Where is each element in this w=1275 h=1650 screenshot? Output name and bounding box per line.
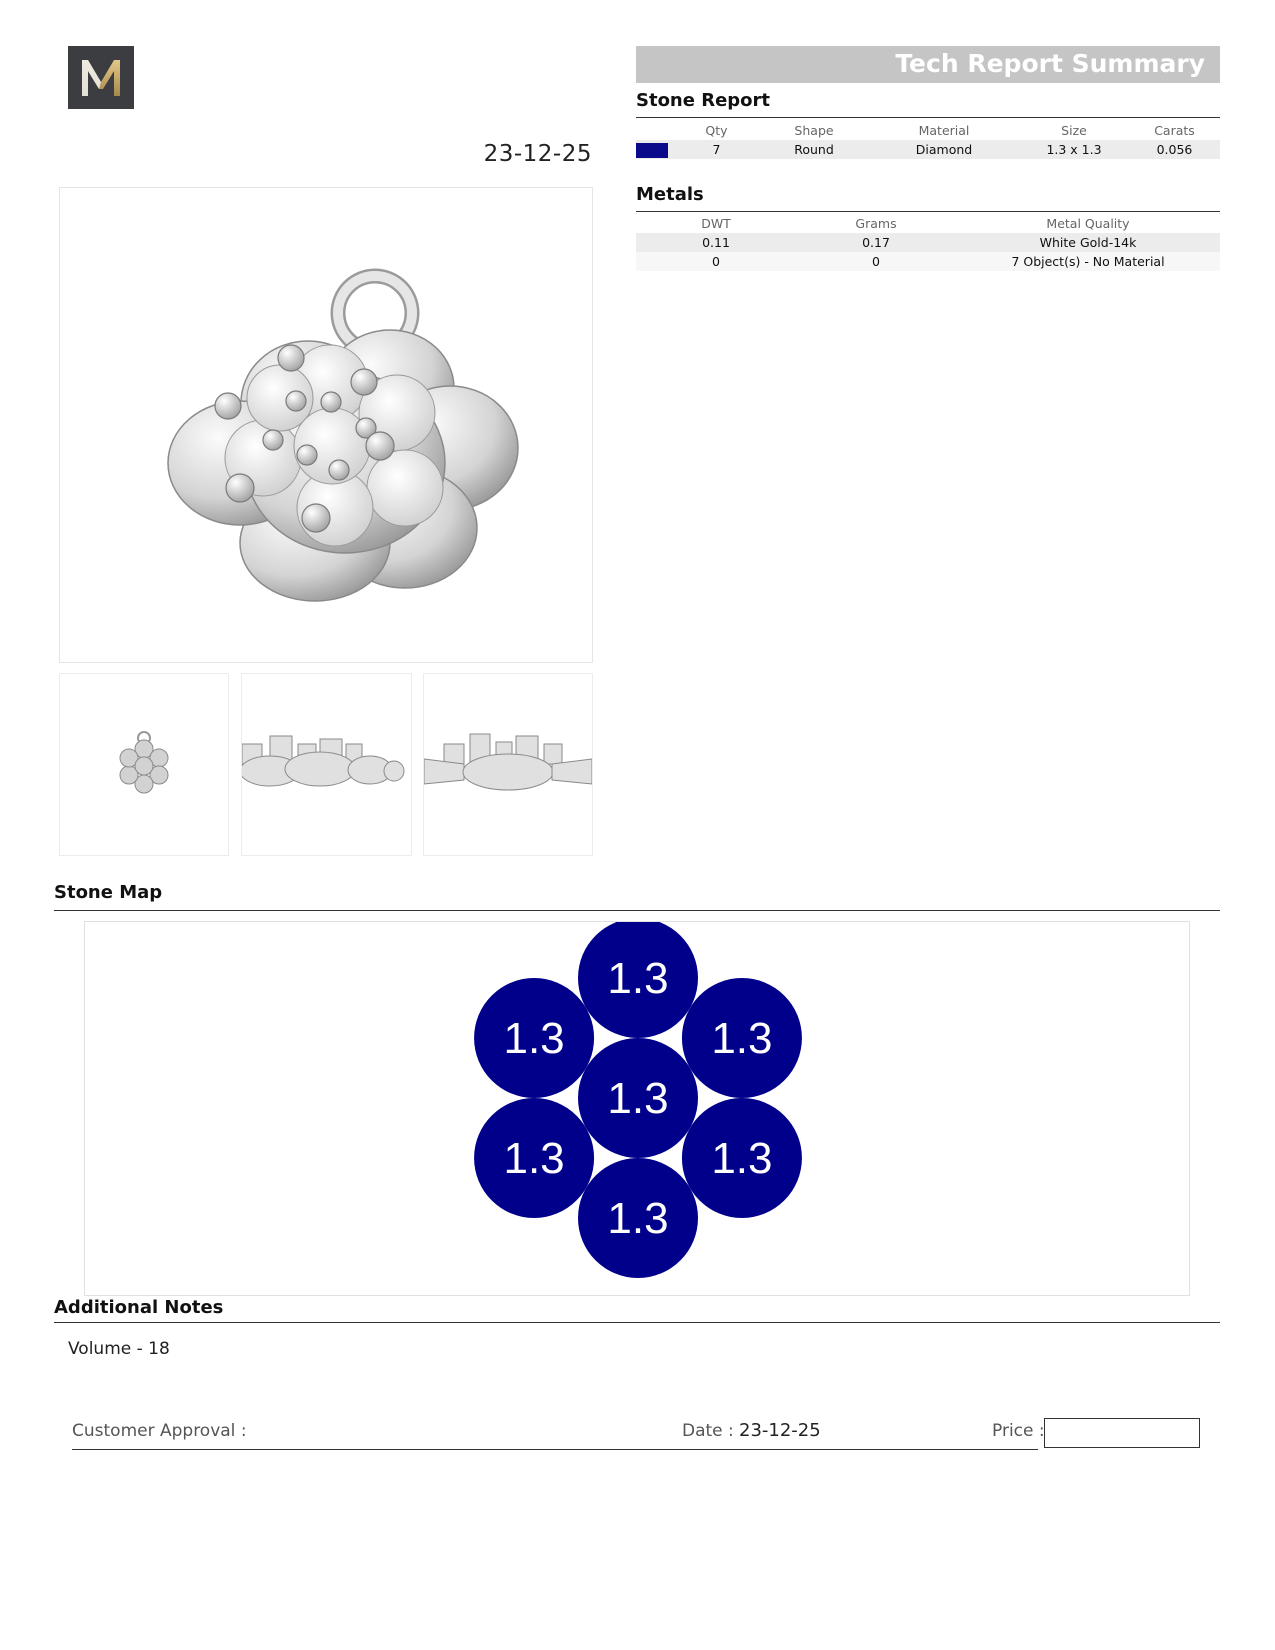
- metal-grams: 0.17: [796, 233, 956, 252]
- stone-shape: Round: [759, 140, 869, 159]
- stone-map-title: Stone Map: [54, 882, 163, 903]
- metal-dwt: 0.11: [636, 233, 796, 252]
- thumbnail-front-view[interactable]: [241, 673, 412, 856]
- stone-map-frame: [84, 921, 1190, 1296]
- stone-marker: [682, 1098, 802, 1218]
- stone-map: [85, 922, 1189, 1295]
- stone-marker: [578, 1158, 698, 1278]
- metal-grams: 0: [796, 252, 956, 271]
- stone-color-swatch-cell: [636, 140, 674, 159]
- column-header-carats: Carats: [1154, 123, 1195, 138]
- metal-quality: White Gold-14k: [956, 233, 1220, 252]
- column-header-material: Material: [918, 123, 970, 138]
- stone-report-table: [636, 121, 1220, 159]
- stone-size-label: 1.3: [711, 1014, 773, 1063]
- table-row: [636, 233, 1220, 252]
- stone-marker: [578, 1038, 698, 1158]
- column-header-dwt: DWT: [701, 216, 731, 231]
- table-header-row: [636, 214, 1220, 233]
- divider: [636, 117, 1220, 118]
- table-header-row: [636, 121, 1220, 140]
- price-label: Price :: [992, 1421, 1045, 1441]
- metals-table: [636, 214, 1220, 271]
- stone-color-swatch: [636, 143, 668, 158]
- stone-material: Diamond: [869, 140, 1019, 159]
- divider: [636, 211, 1220, 212]
- divider: [54, 910, 1220, 911]
- stone-size-label: 1.3: [503, 1014, 565, 1063]
- date-label: Date :: [682, 1421, 734, 1441]
- metals-title: Metals: [636, 184, 704, 205]
- stone-marker: [474, 1098, 594, 1218]
- stone-size-label: 1.3: [607, 1074, 669, 1123]
- report-title-banner: [636, 46, 1220, 83]
- stone-size-label: 1.3: [503, 1134, 565, 1183]
- metal-dwt: 0: [636, 252, 796, 271]
- column-header-grams: Grams: [855, 216, 897, 231]
- color-column-header: [636, 121, 674, 140]
- pendant-render: [60, 188, 592, 662]
- signature-line[interactable]: [72, 1449, 1038, 1450]
- stone-size-label: 1.3: [607, 954, 669, 1003]
- column-header-size: Size: [1061, 123, 1087, 138]
- company-logo: [68, 46, 134, 109]
- price-input[interactable]: [1044, 1418, 1200, 1448]
- stone-marker: [474, 978, 594, 1098]
- main-render-view: [59, 187, 593, 663]
- report-title: Tech Report Summary: [895, 49, 1205, 78]
- stone-size: 1.3 x 1.3: [1019, 140, 1129, 159]
- thumbnail-top-view[interactable]: [59, 673, 229, 856]
- stone-marker: [578, 922, 698, 1038]
- stone-size-label: 1.3: [711, 1134, 773, 1183]
- column-header-qty: Qty: [705, 123, 728, 138]
- customer-approval-label: Customer Approval :: [72, 1421, 247, 1441]
- divider: [54, 1322, 1220, 1323]
- column-header-shape: Shape: [794, 123, 834, 138]
- notes-text: Volume - 18: [68, 1339, 170, 1359]
- approval-date-value: 23-12-25: [739, 1420, 821, 1441]
- thumbnail-side-view[interactable]: [423, 673, 593, 856]
- table-row: [636, 252, 1220, 271]
- metal-quality: 7 Object(s) - No Material: [956, 252, 1220, 271]
- stone-report-title: Stone Report: [636, 90, 771, 111]
- report-date: 23-12-25: [483, 141, 592, 167]
- stone-size-label: 1.3: [607, 1194, 669, 1243]
- column-header-metal-quality: Metal Quality: [1046, 216, 1130, 231]
- additional-notes-title: Additional Notes: [54, 1297, 224, 1318]
- stone-marker: [682, 978, 802, 1098]
- stone-carats: 0.056: [1129, 140, 1220, 159]
- stone-qty: 7: [674, 140, 759, 159]
- table-row: [636, 140, 1220, 159]
